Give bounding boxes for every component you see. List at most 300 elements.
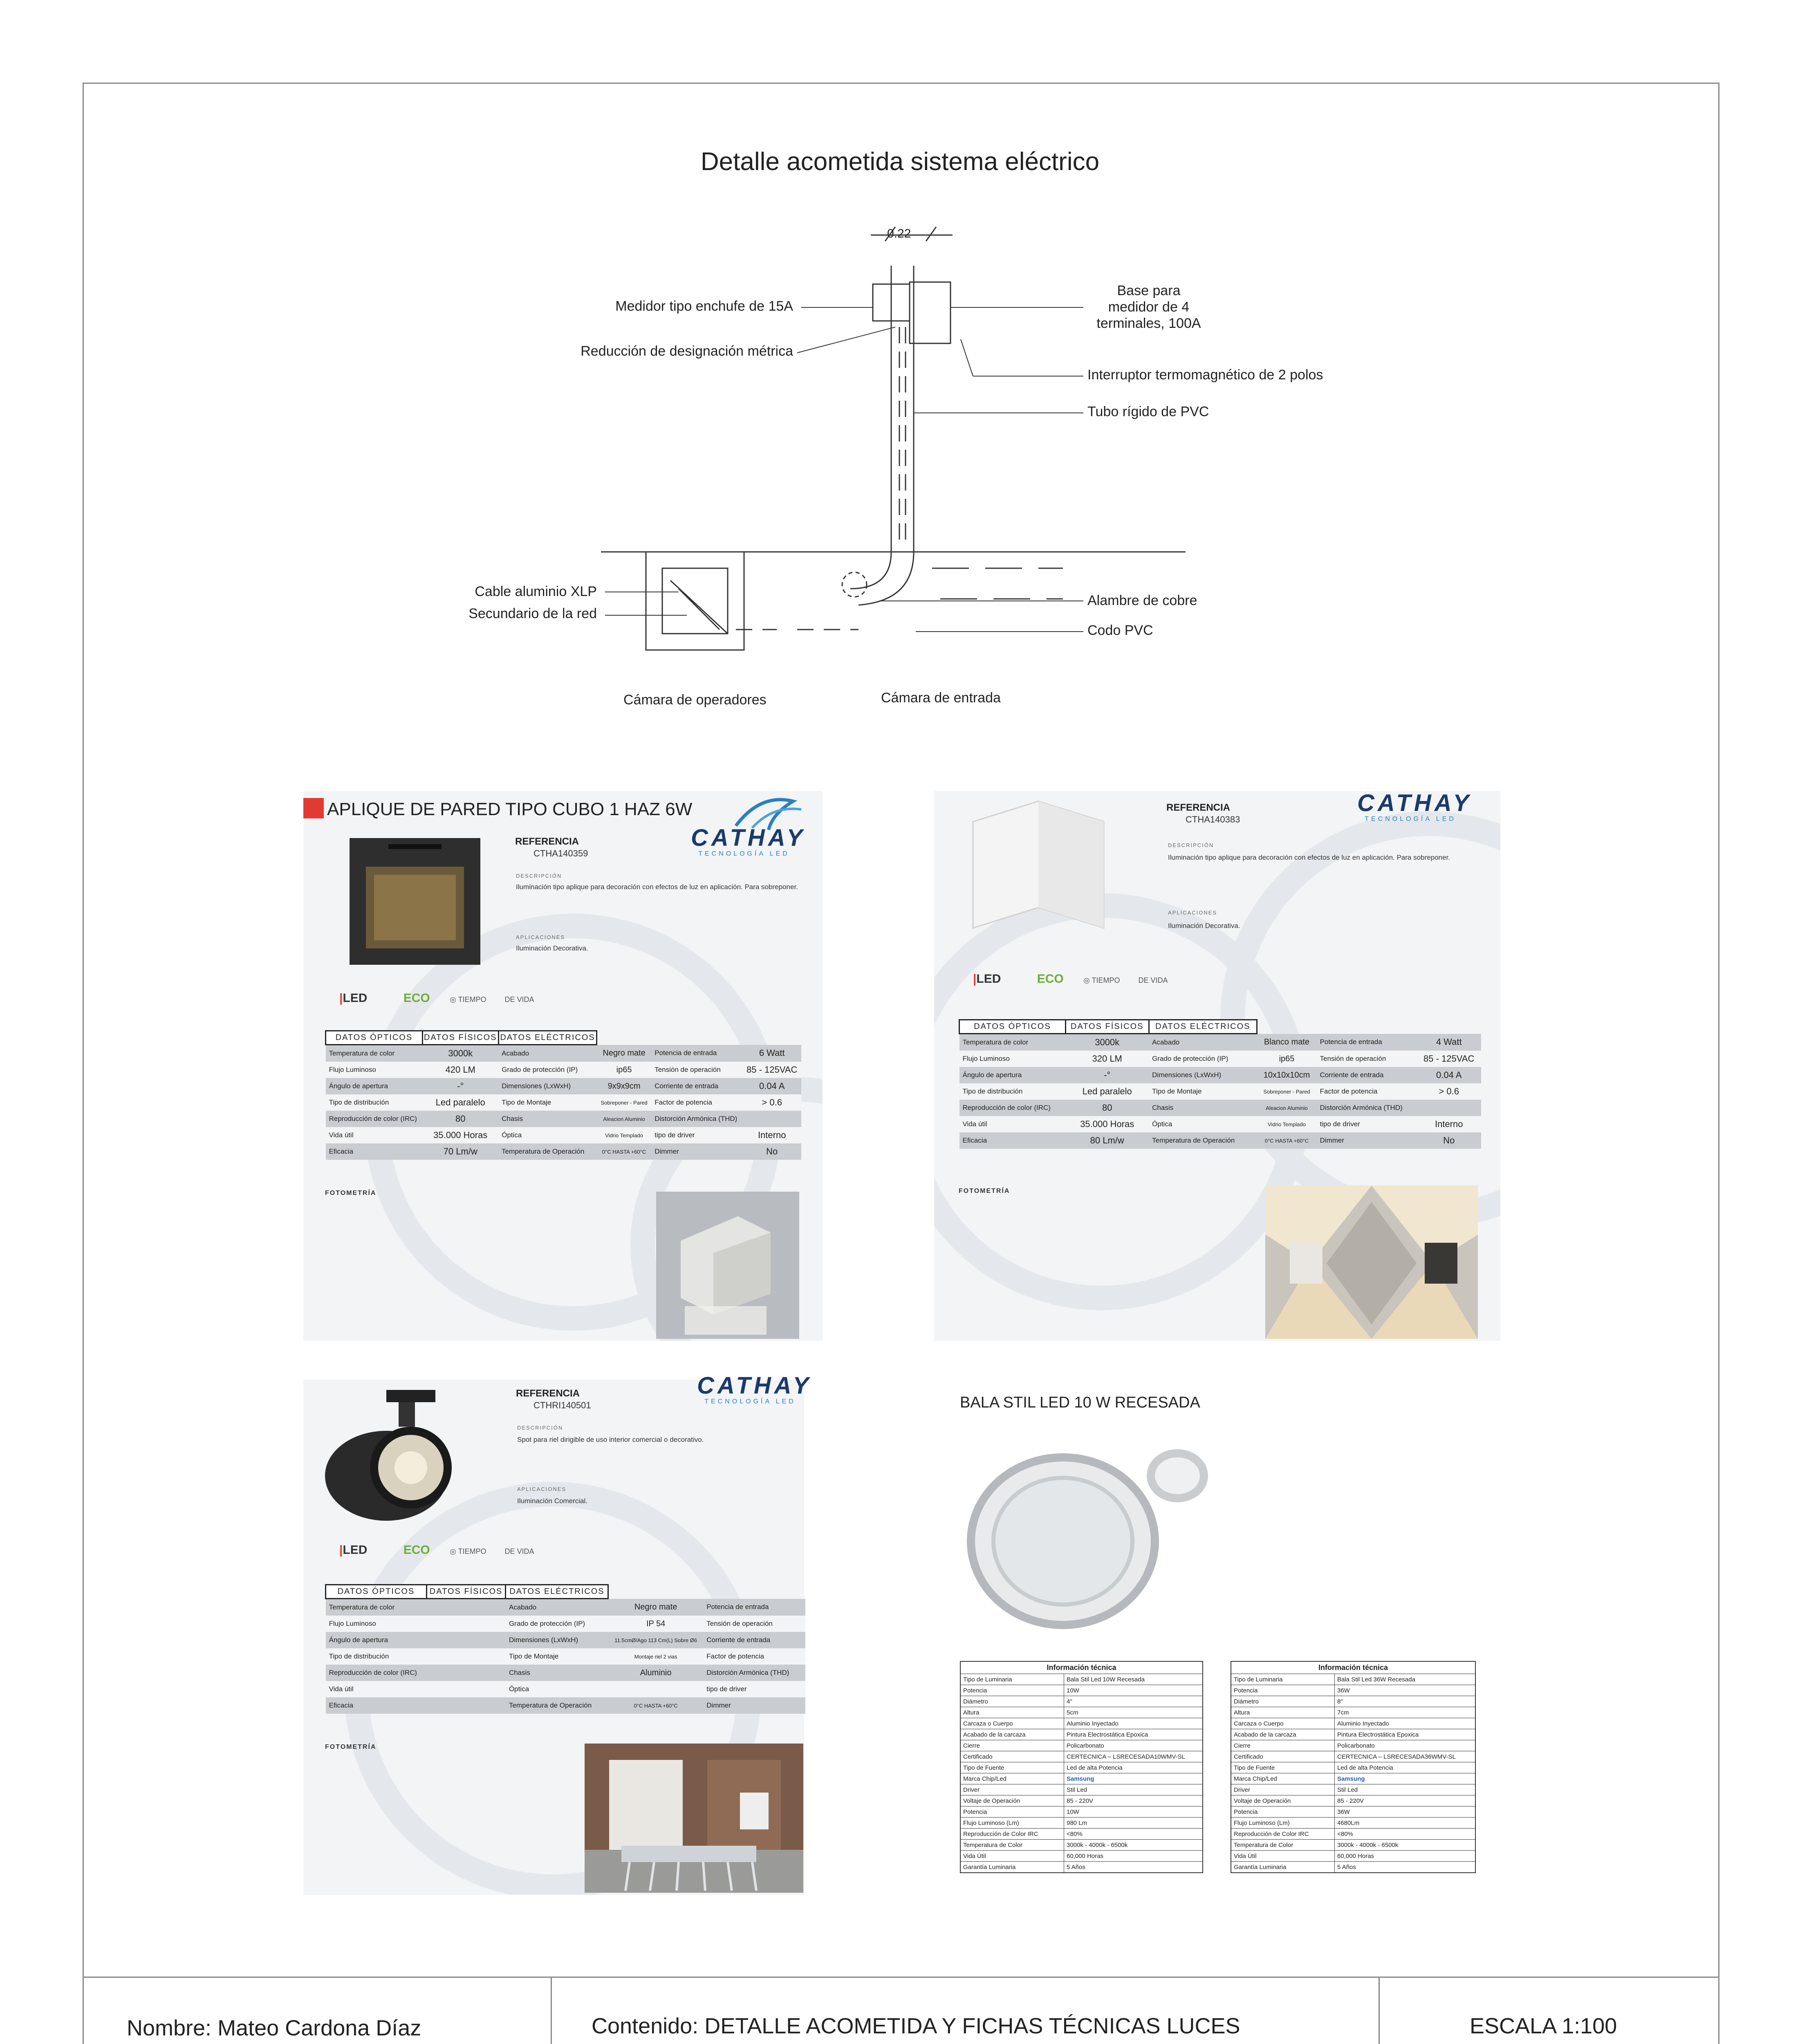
aplique-blanco-photo: [1265, 1186, 1478, 1339]
cathay-logo: CATHAY TECNOLOGÍA LED: [691, 825, 806, 857]
spec-value: 85 - 125VAC: [1417, 1051, 1481, 1067]
titleblock-divider: [1379, 1977, 1380, 2044]
spec-row: [326, 1632, 806, 1648]
tec-label: Tipo de Fuente: [1231, 1762, 1335, 1773]
tec-value: 980 Lm: [1064, 1818, 1203, 1829]
tec-value: 10W: [1064, 1685, 1203, 1696]
spec-label: Potencia de entrada: [651, 1045, 742, 1062]
spec-value: [798, 1648, 805, 1665]
badges: [339, 1543, 567, 1557]
tec-value: Bala Stil Led 36W Recesada: [1335, 1674, 1476, 1685]
tec-label: Voltaje de Operación: [960, 1795, 1064, 1806]
tec-row: [960, 1762, 1203, 1773]
tec-value: 5 Años: [1064, 1862, 1203, 1873]
tec-row: [1231, 1740, 1475, 1751]
spec-row: [326, 1111, 802, 1127]
spec-value: Vidrio Templado: [1257, 1116, 1316, 1132]
student-name: Nombre: Mateo Cardona Díaz: [127, 2016, 421, 2040]
tec-label: Potencia: [960, 1685, 1064, 1696]
label-base-2: medidor de 4: [1108, 299, 1190, 315]
spec-label: Dimmer: [1317, 1132, 1417, 1149]
desc-label: DESCRIPCIÓN: [516, 873, 562, 879]
tec-row: [960, 1773, 1203, 1784]
spec-label: Eficacia: [326, 1697, 427, 1714]
spec-value: Sobreponer - Pared: [597, 1094, 651, 1111]
aplique-blanco-image: [965, 797, 1120, 936]
spec-label: Dimensiones (LxWxH): [1149, 1067, 1257, 1083]
tec-value: 4680Lm: [1335, 1818, 1476, 1829]
label-secundario: Secundario de la red: [468, 606, 597, 621]
spec-label: Chasis: [1149, 1100, 1257, 1116]
spec-value: 10x10x10cm: [1257, 1067, 1316, 1083]
spec-row: [959, 1116, 1482, 1132]
tec-label: Altura: [960, 1707, 1064, 1718]
spec-value: 3000k: [1065, 1034, 1149, 1051]
tec-label: Garantía Luminaria: [960, 1862, 1064, 1873]
spec-value: Montaje riel 2 vias: [608, 1648, 703, 1665]
spec-label: Tipo de distribución: [959, 1083, 1066, 1100]
spec-label: Temperatura de Operación: [506, 1697, 608, 1714]
spec-label: Potencia de entrada: [703, 1599, 798, 1616]
spec-value: No: [742, 1143, 801, 1160]
spec-value: 9x9x9cm: [597, 1078, 651, 1094]
tec-row: [1231, 1806, 1475, 1818]
spec-value: 0.04 A: [742, 1078, 801, 1094]
spec-value: [426, 1697, 506, 1714]
spec-row: [326, 1599, 806, 1616]
spec-label: Óptica: [506, 1681, 608, 1697]
label-medidor: Medidor tipo enchufe de 15A: [615, 298, 793, 314]
tec-label: Certificado: [960, 1751, 1064, 1762]
spec-value: 0°C HASTA +60°C: [597, 1143, 651, 1160]
spec-value: [426, 1599, 506, 1616]
spec-label: Corriente de entrada: [703, 1632, 798, 1648]
titleblock-divider: [551, 1977, 552, 2044]
spec-value: [426, 1681, 506, 1697]
spec-label: Temperatura de Operación: [1149, 1132, 1257, 1149]
led-badge: |LED: [339, 1543, 368, 1557]
tec-row: [1231, 1707, 1475, 1718]
bala-10w-table: [960, 1661, 1203, 1873]
spec-value: ip65: [1257, 1051, 1316, 1067]
tec-label: Driver: [1231, 1784, 1335, 1795]
spec-value: 85 - 125VAC: [742, 1062, 801, 1078]
spec-label: Acabado: [506, 1599, 608, 1616]
tec-value: Bala Stil Led 10W Recesada: [1064, 1674, 1203, 1685]
tec-label: Potencia: [1231, 1806, 1335, 1818]
spec-value: No: [1417, 1132, 1481, 1149]
table-title: Información técnica: [960, 1661, 1203, 1674]
bala-36w-table: [1231, 1661, 1476, 1873]
spec-label: Ángulo de apertura: [326, 1632, 427, 1648]
tec-row: [960, 1696, 1203, 1707]
tec-value: 10W: [1064, 1806, 1203, 1818]
spec-row: [959, 1132, 1482, 1149]
tec-value: Aluminio Inyectado: [1335, 1718, 1476, 1729]
header-fisicos: DATOS FÍSICOS: [426, 1585, 506, 1599]
ref-label: REFERENCIA: [515, 836, 579, 847]
tec-value: Pintura Electrostática Epoxica: [1335, 1729, 1476, 1740]
label-reduccion: Reducción de designación métrica: [581, 343, 793, 359]
spec-value: Interno: [1417, 1116, 1481, 1132]
spec-label: Vida útil: [326, 1681, 427, 1697]
lifetime-badge: ◎ TIEMPO DE VIDA: [1083, 976, 1168, 984]
spec-row: [326, 1062, 802, 1078]
spec-label: Acabado: [1149, 1034, 1257, 1051]
tec-value: 4": [1064, 1696, 1203, 1707]
tec-value: 3000k - 4000k - 6500k: [1335, 1840, 1476, 1851]
spec-value: [426, 1632, 506, 1648]
product-title: APLIQUE DE PARED TIPO CUBO 1 HAZ 6W: [327, 799, 693, 819]
tec-value: <80%: [1064, 1829, 1203, 1840]
spec-label: Óptica: [498, 1127, 597, 1143]
tec-label: Temperatura de Color: [1231, 1840, 1335, 1851]
spec-label: Tipo de Montaje: [1149, 1083, 1257, 1100]
spec-value: 0.04 A: [1417, 1067, 1481, 1083]
header-electricos: DATOS ELÉCTRICOS: [506, 1585, 608, 1599]
tec-row: [960, 1718, 1203, 1729]
tec-value: 8": [1335, 1696, 1476, 1707]
desc-text: Spot para riel dirigible de uso interior comercial o decorativo.: [517, 1436, 704, 1443]
spec-value: Aleacion Aluminio: [1257, 1100, 1316, 1116]
electrical-connection-diagram: [0, 0, 1800, 736]
spec-label: Potencia de entrada: [1317, 1034, 1417, 1051]
badges: [973, 972, 1201, 986]
spec-label: Vida útil: [959, 1116, 1066, 1132]
tec-value: 5cm: [1064, 1707, 1203, 1718]
fotometria-label: FOTOMETRÍA: [959, 1188, 1010, 1195]
spec-value: 420 LM: [422, 1062, 498, 1078]
tec-value: Led de alta Potencia: [1064, 1762, 1203, 1773]
aplique-photo: [656, 1192, 799, 1339]
spec-row: [326, 1665, 806, 1681]
spec-row: [326, 1697, 806, 1714]
tec-value: Stil Led: [1335, 1784, 1476, 1795]
ref-value: CTHA140359: [533, 848, 588, 858]
tec-label: Tipo de Fuente: [960, 1762, 1064, 1773]
spec-row: [959, 1034, 1482, 1051]
tec-row: [960, 1806, 1203, 1818]
eco-badge: ECO: [403, 1543, 430, 1557]
tec-value: 85 - 220V: [1064, 1795, 1203, 1806]
spec-label: Corriente de entrada: [1317, 1067, 1417, 1083]
ref-label: REFERENCIA: [1166, 802, 1231, 813]
spec-value: [426, 1665, 506, 1681]
ref-label: REFERENCIA: [516, 1388, 580, 1399]
spec-row: [326, 1143, 802, 1160]
spec-label: Eficacia: [326, 1143, 423, 1160]
spec-row: [326, 1045, 802, 1062]
label-base-1: Base para: [1117, 283, 1181, 298]
label-camara-operadores: Cámara de operadores: [623, 692, 767, 708]
tec-row: [1231, 1696, 1475, 1707]
tec-label: Diámetro: [960, 1696, 1064, 1707]
spec-row: [326, 1094, 802, 1111]
spec-value: Aluminio: [608, 1665, 703, 1681]
spec-label: Acabado: [498, 1045, 597, 1062]
tec-row: [1231, 1729, 1475, 1740]
desc-label: DESCRIPCIÓN: [1168, 842, 1214, 848]
spec-label: Tipo de distribución: [326, 1094, 423, 1111]
spec-label: Corriente de entrada: [651, 1078, 742, 1094]
spec-value: [798, 1697, 805, 1714]
spec-table: [959, 1019, 1481, 1149]
tec-row: [960, 1795, 1203, 1806]
tec-row: [960, 1862, 1203, 1873]
tec-value: 85 - 220V: [1335, 1795, 1476, 1806]
spec-value: [798, 1616, 805, 1632]
spec-row: [959, 1083, 1482, 1100]
label-alambre-cobre: Alambre de cobre: [1087, 593, 1197, 608]
spec-value: Negro mate: [608, 1599, 703, 1616]
tec-row: [1231, 1840, 1475, 1851]
spec-table: [325, 1584, 805, 1714]
app-label: APLICACIONES: [516, 934, 565, 940]
tec-label: Certificado: [1231, 1751, 1335, 1762]
tec-value: 36W: [1335, 1806, 1476, 1818]
spec-value: > 0.6: [1417, 1083, 1481, 1100]
label-interruptor: Interruptor termomagnético de 2 polos: [1087, 367, 1323, 383]
desc-text: Iluminación tipo aplique para decoración con efectos de luz en aplicación. Para sobreponer.: [1168, 854, 1450, 861]
tec-row: [1231, 1795, 1475, 1806]
spec-label: Factor de potencia: [1317, 1083, 1417, 1100]
tec-value: Led de alta Potencia: [1335, 1762, 1476, 1773]
spec-label: Temperatura de color: [959, 1034, 1066, 1051]
desc-label: DESCRIPCIÓN: [517, 1425, 563, 1431]
spec-value: Negro mate: [597, 1045, 651, 1062]
tec-row: [1231, 1862, 1475, 1873]
spec-value: Blanco mate: [1257, 1034, 1316, 1051]
ref-value: CTHA140383: [1186, 814, 1240, 825]
spec-label: Dimensiones (LxWxH): [506, 1632, 608, 1648]
tec-row: [1231, 1784, 1475, 1795]
spec-value: Led paralelo: [422, 1094, 498, 1111]
header-electricos: DATOS ELÉCTRICOS: [498, 1031, 597, 1045]
spec-label: tipo de driver: [703, 1681, 798, 1697]
tec-label: Tipo de Luminaria: [960, 1674, 1064, 1685]
tec-value: <80%: [1335, 1829, 1476, 1840]
spec-label: Temperatura de Operación: [498, 1143, 597, 1160]
red-square-marker: [303, 798, 324, 818]
spec-label: Temperatura de color: [326, 1045, 423, 1062]
spec-label: Grado de protección (IP): [498, 1062, 597, 1078]
spec-label: Tipo de distribución: [326, 1648, 427, 1665]
spec-label: Tipo de Montaje: [498, 1094, 597, 1111]
spec-value: > 0.6: [742, 1094, 801, 1111]
drawing-title: Detalle acometida sistema eléctrico: [700, 148, 1100, 176]
tec-row: [960, 1829, 1203, 1840]
spec-label: Flujo Luminoso: [959, 1051, 1066, 1067]
spec-value: 80: [422, 1111, 498, 1127]
tec-row: [1231, 1762, 1475, 1773]
header-opticos: DATOS ÓPTICOS: [959, 1020, 1066, 1034]
tec-row: [960, 1851, 1203, 1862]
tec-label: Cierre: [1231, 1740, 1335, 1751]
tec-value: CERTECNICA – LSRECESADA36WMV-SL: [1335, 1751, 1476, 1762]
tec-value: Policarbonato: [1335, 1740, 1476, 1751]
tec-value: Samsung: [1064, 1773, 1203, 1784]
spot-riel-photo: [585, 1744, 803, 1893]
spec-label: Reproducción de color (IRC): [326, 1111, 423, 1127]
titleblock-top-line: [83, 1977, 1719, 1978]
spec-value: 0°C HASTA +60°C: [608, 1697, 703, 1714]
spec-label: Reproducción de color (IRC): [326, 1665, 427, 1681]
spec-value: 35.000 Horas: [1065, 1116, 1149, 1132]
tec-label: Carcaza o Cuerpo: [960, 1718, 1064, 1729]
app-label: APLICACIONES: [517, 1486, 567, 1492]
fotometria-label: FOTOMETRÍA: [325, 1744, 377, 1750]
tec-value: Aluminio Inyectado: [1064, 1718, 1203, 1729]
spot-riel-image: [317, 1386, 472, 1525]
tec-label: Driver: [960, 1784, 1064, 1795]
tec-label: Carcaza o Cuerpo: [1231, 1718, 1335, 1729]
tec-label: Garantía Luminaria: [1231, 1862, 1335, 1873]
tec-value: Stil Led: [1064, 1784, 1203, 1795]
spec-value: 4 Watt: [1417, 1034, 1481, 1051]
eco-badge: ECO: [403, 991, 430, 1005]
tec-row: [1231, 1751, 1475, 1762]
spec-value: [742, 1111, 801, 1127]
tec-value: 3000k - 4000k - 6500k: [1064, 1840, 1203, 1851]
tec-label: Potencia: [960, 1806, 1064, 1818]
spec-value: [1417, 1100, 1481, 1116]
spec-table: [325, 1030, 801, 1160]
table-title: Información técnica: [1231, 1661, 1475, 1674]
spec-label: Vida útil: [326, 1127, 423, 1143]
spec-value: 11.5cmØ/Ago 113 Cm(L) Sobre Ø6: [608, 1632, 703, 1648]
content: Contenido: DETALLE ACOMETIDA Y FICHAS TÉCNICAS LUCES: [592, 2014, 1240, 2038]
spec-value: [426, 1616, 506, 1632]
app-text: Iluminación Decorativa.: [1168, 922, 1240, 930]
spec-value: Interno: [742, 1127, 801, 1143]
label-camara-entrada: Cámara de entrada: [881, 690, 1001, 706]
spec-value: Vidrio Templado: [597, 1127, 651, 1143]
spec-row: [959, 1051, 1482, 1067]
spec-label: Tipo de Montaje: [506, 1648, 608, 1665]
label-tubo-pvc: Tubo rígido de PVC: [1087, 404, 1209, 419]
spec-value: 3000k: [422, 1045, 498, 1062]
header-opticos: DATOS ÓPTICOS: [326, 1585, 427, 1599]
spec-label: Óptica: [1149, 1116, 1257, 1132]
tec-label: Flujo Luminoso (Lm): [1231, 1818, 1335, 1829]
spec-label: Tensión de operación: [1317, 1051, 1417, 1067]
header-electricos: DATOS ELÉCTRICOS: [1149, 1020, 1257, 1034]
spec-value: [798, 1681, 805, 1697]
spec-label: Dimmer: [651, 1143, 742, 1160]
spec-label: Dimmer: [703, 1697, 798, 1714]
app-label: APLICACIONES: [1168, 910, 1217, 916]
spec-label: Chasis: [506, 1665, 608, 1681]
spec-label: tipo de driver: [1317, 1116, 1417, 1132]
tec-value: Policarbonato: [1064, 1740, 1203, 1751]
tec-row: [960, 1674, 1203, 1685]
tec-row: [1231, 1829, 1475, 1840]
tec-label: Acabado de la carcaza: [1231, 1729, 1335, 1740]
tec-value: 7cm: [1335, 1707, 1476, 1718]
spec-value: [798, 1665, 805, 1681]
scale: ESCALA 1:100: [1470, 2014, 1617, 2038]
app-text: Iluminación Decorativa.: [516, 944, 588, 952]
spec-value: -°: [1065, 1067, 1149, 1083]
spec-label: Flujo Luminoso: [326, 1616, 427, 1632]
tec-label: Potencia: [1231, 1685, 1335, 1696]
tec-row: [1231, 1773, 1475, 1784]
spec-label: Distorción Armónica (THD): [703, 1665, 798, 1681]
tec-label: Acabado de la carcaza: [960, 1729, 1064, 1740]
cathay-logo: CATHAY TECNOLOGÍA LED: [697, 1372, 812, 1405]
tec-row: [1231, 1685, 1475, 1696]
tec-row: [960, 1840, 1203, 1851]
spec-label: Dimensiones (LxWxH): [498, 1078, 597, 1094]
bala-title: BALA STIL LED 10 W RECESADA: [960, 1394, 1200, 1411]
tec-label: Diámetro: [1231, 1696, 1335, 1707]
tec-row: [960, 1707, 1203, 1718]
tec-label: Tipo de Luminaria: [1231, 1674, 1335, 1685]
spec-value: [798, 1632, 805, 1648]
tec-label: Cierre: [960, 1740, 1064, 1751]
dimension-label: 0.22: [887, 227, 911, 240]
spec-label: Flujo Luminoso: [326, 1062, 423, 1078]
spec-value: 6 Watt: [742, 1045, 801, 1062]
spec-label: Eficacia: [959, 1132, 1066, 1149]
tec-label: Reproducción de Color IRC: [960, 1829, 1064, 1840]
spec-row: [959, 1100, 1482, 1116]
tec-row: [960, 1729, 1203, 1740]
tec-value: 5 Años: [1335, 1862, 1476, 1873]
spec-value: 320 LM: [1065, 1051, 1149, 1067]
spec-label: Reproducción de color (IRC): [959, 1100, 1066, 1116]
spec-value: 35.000 Horas: [422, 1127, 498, 1143]
spec-value: IP 54: [608, 1616, 703, 1632]
tec-row: [1231, 1851, 1475, 1862]
tec-row: [1231, 1718, 1475, 1729]
spec-label: tipo de driver: [651, 1127, 742, 1143]
spec-value: Aleacion Aluminio: [597, 1111, 651, 1127]
spec-value: 0°C HASTA +60°C: [1257, 1132, 1316, 1149]
tec-row: [960, 1818, 1203, 1829]
tec-label: Marca Chip/Led: [1231, 1773, 1335, 1784]
app-text: Iluminación Comercial.: [517, 1497, 587, 1505]
tec-row: [960, 1751, 1203, 1762]
spec-value: 80 Lm/w: [1065, 1132, 1149, 1149]
spec-value: 70 Lm/w: [422, 1143, 498, 1160]
tec-row: [960, 1685, 1203, 1696]
tec-value: Pintura Electrostática Epoxica: [1064, 1729, 1203, 1740]
tec-row: [1231, 1818, 1475, 1829]
ref-value: CTHRI140501: [533, 1400, 591, 1410]
header-fisicos: DATOS FÍSICOS: [422, 1031, 498, 1045]
spec-row: [326, 1648, 806, 1665]
led-badge: |LED: [339, 991, 368, 1005]
led-badge: |LED: [973, 972, 1001, 986]
tec-value: 60,000 Horas: [1064, 1851, 1203, 1862]
spec-value: [426, 1648, 506, 1665]
spec-label: Tensión de operación: [703, 1616, 798, 1632]
spec-row: [326, 1681, 806, 1697]
aplique-negro-image: [347, 836, 482, 967]
tec-value: CERTECNICA – LSRECESADA10WMV-SL: [1064, 1751, 1203, 1762]
spec-label: Factor de potencia: [703, 1648, 798, 1665]
lifetime-badge: ◎ TIEMPO DE VIDA: [450, 995, 534, 1004]
spec-label: Factor de potencia: [651, 1094, 742, 1111]
spec-label: Distorción Armónica (THD): [651, 1111, 742, 1127]
tec-row: [1231, 1674, 1475, 1685]
tec-label: Flujo Luminoso (Lm): [960, 1818, 1064, 1829]
tec-value: 36W: [1335, 1685, 1476, 1696]
header-opticos: DATOS ÓPTICOS: [326, 1031, 423, 1045]
spec-value: Sobreponer - Pared: [1257, 1083, 1316, 1100]
spec-value: Led paralelo: [1065, 1083, 1149, 1100]
